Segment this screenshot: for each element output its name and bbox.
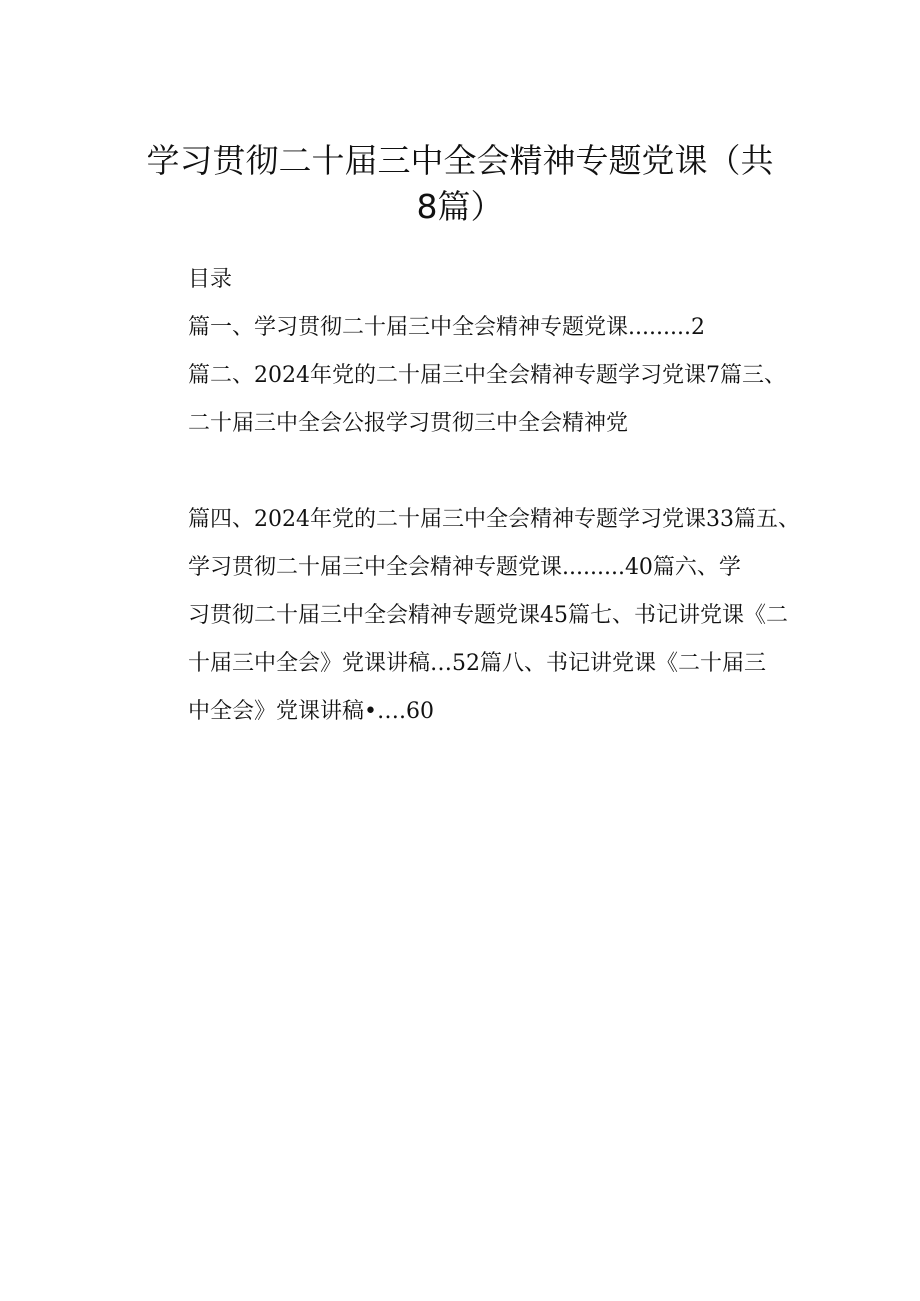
toc-line: 篇二、2024年党的二十届三中全会精神专题学习党课7篇三、	[188, 363, 786, 388]
title-line-1: 学习贯彻二十届三中全会精神专题党课（共	[146, 141, 774, 180]
toc-line: 二十届三中全会公报学习贯彻三中全会精神党	[188, 411, 629, 436]
toc-line: 篇一、学习贯彻二十届三中全会精神专题党课.........2	[188, 315, 705, 340]
toc-line: 中全会》党课讲稿•….60	[188, 699, 434, 724]
toc-line: 篇四、2024年党的二十届三中全会精神专题学习党课33篇五、	[188, 507, 800, 532]
document-title	[120, 138, 800, 230]
blank-line	[188, 448, 808, 496]
toc-line: 习贯彻二十届三中全会精神专题党课45篇七、书记讲党课《二	[188, 603, 788, 628]
toc-line: 十届三中全会》党课讲稿…52篇八、书记讲党课《二十届三	[188, 651, 766, 676]
table-of-contents	[188, 256, 808, 736]
toc-line: 学习贯彻二十届三中全会精神专题党课.........40篇六、学	[188, 555, 741, 580]
toc-heading: 目录	[188, 267, 233, 292]
title-line-2: 8篇）	[416, 187, 504, 226]
